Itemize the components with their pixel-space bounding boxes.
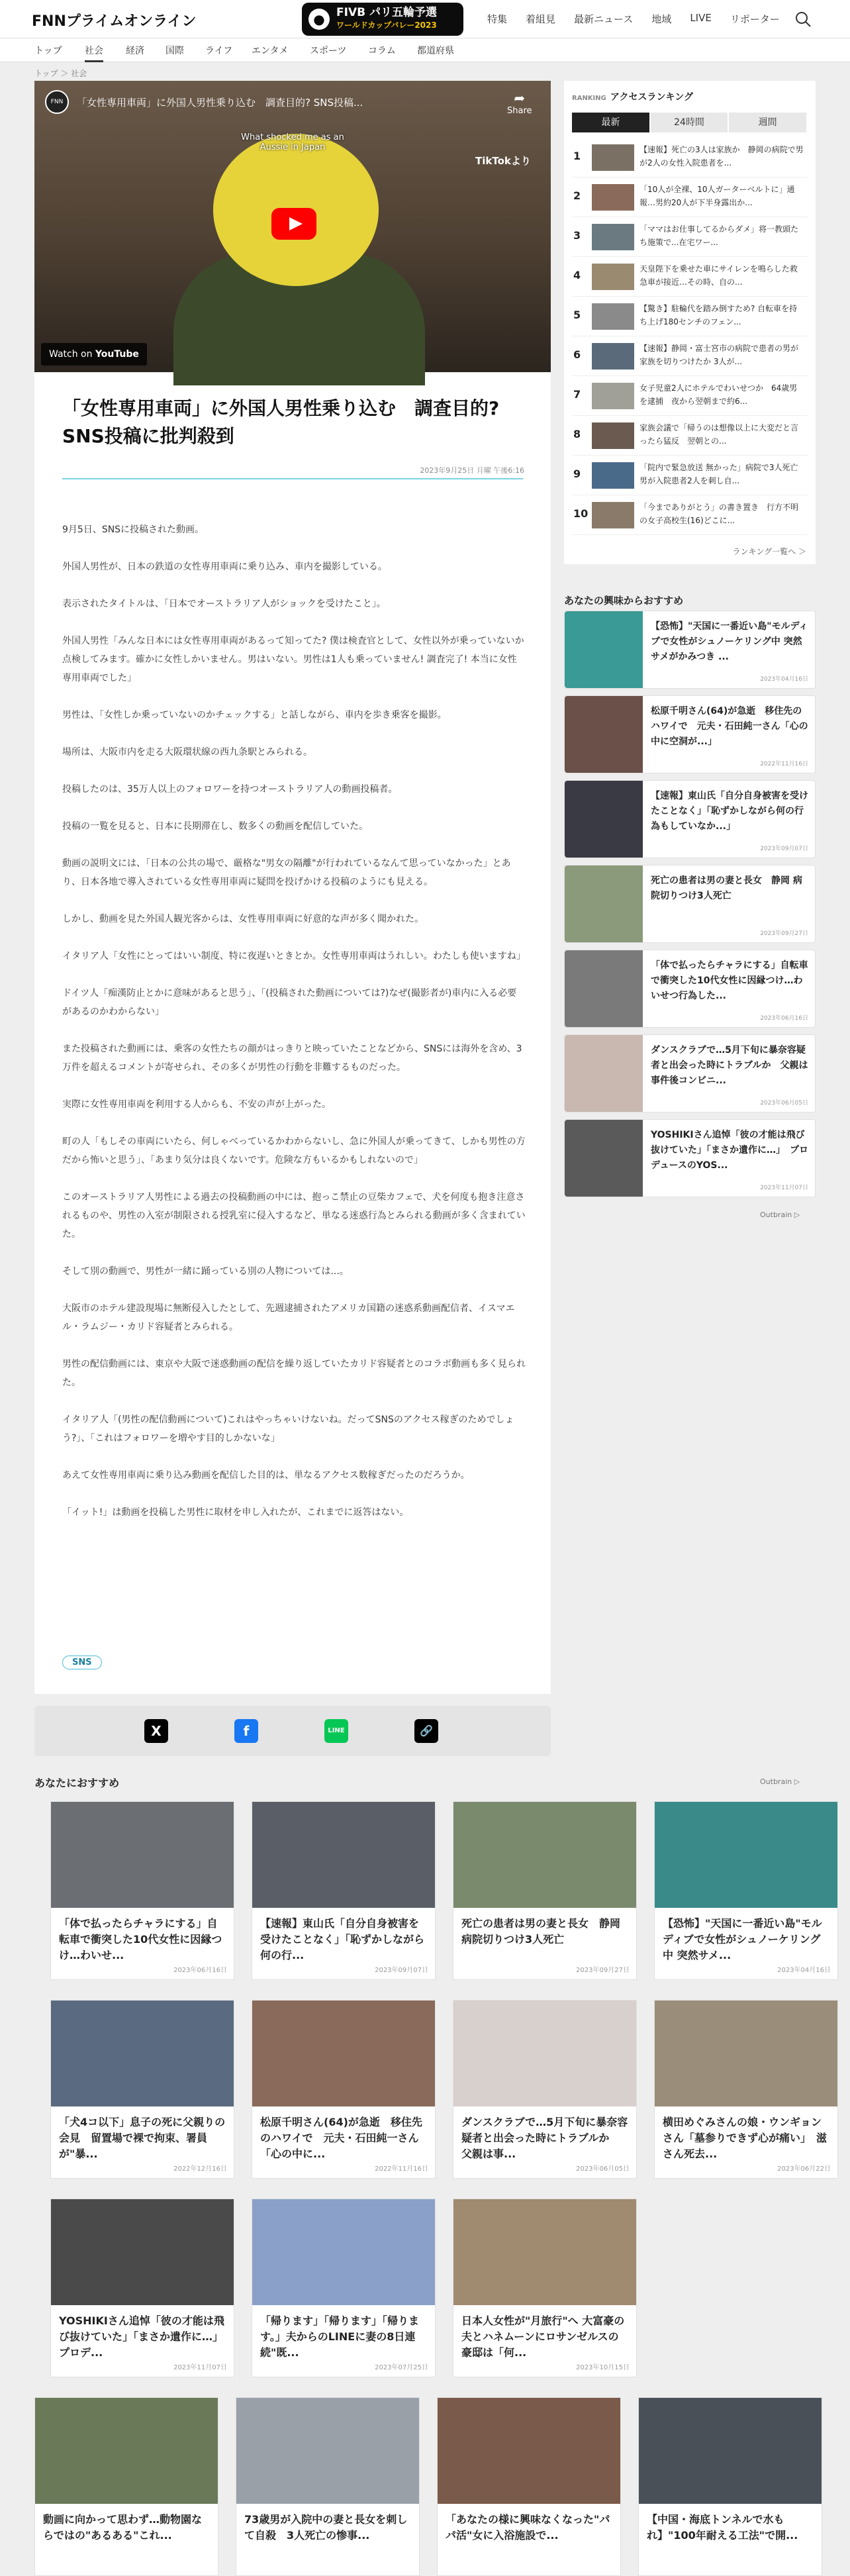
recommend-text: 「帰ります」「帰ります」「帰ります。」夫からのLINEに妻の8日連続"既... [260, 2314, 420, 2359]
header-nav [487, 12, 798, 26]
recommend-date: 2023年10月15日 [576, 2364, 630, 2371]
recommend-date: 2023年06月22日 [777, 2165, 831, 2173]
ranking-item[interactable] [572, 416, 808, 456]
recommend-thumbnail [252, 2199, 435, 2305]
top-header [0, 0, 850, 38]
paragraph: また投稿された動画には、乗客の女性たちの顔がはっきりと映っていたことなどから、SNSには海外を含め、3万件を超えるコメントが寄せられ、その多くが男性の行動を非難するものだった。 [62, 1044, 522, 1073]
recommend-text: 動画に向かって思わず…動物園ならではの"あるある"これ... [43, 2513, 203, 2542]
ranking-item[interactable] [572, 376, 808, 416]
promo-subtitle: ワールドカップバレー2023 [336, 21, 437, 30]
headline-divider [62, 478, 523, 479]
recommend-card[interactable] [654, 1801, 838, 1980]
side-recommend-date: 2023年09月07日 [760, 846, 808, 852]
paragraph: 外国人男性が、日本の鉄道の女性専用車両に乗り込み、車内を撮影している。 [62, 562, 387, 572]
recommend-thumbnail [453, 1802, 636, 1908]
ranking-thumbnail [592, 264, 634, 290]
cat-life[interactable]: ライフ [205, 46, 233, 56]
recommend-card[interactable] [638, 2397, 822, 2576]
side-recommend-text: 「体で払ったらチャラにする」自転車で衝突した10代女性に因縁つけ…わいせつ行為した... [651, 960, 808, 1001]
ranking-item[interactable] [572, 336, 808, 376]
recommend-text: YOSHIKIさん追悼「彼の才能は飛び抜けていた」「まさか遺作に…」 プロデ... [59, 2314, 229, 2359]
ranking-thumbnail [592, 462, 634, 489]
recommend-text: 73歳男が入院中の妻と長女を刺して自殺 3人死亡の惨事... [244, 2513, 408, 2542]
nav-region[interactable]: 地域 [651, 13, 672, 25]
tag-sns[interactable]: SNS [62, 1656, 102, 1669]
video-share-label: Share [507, 106, 532, 116]
site-logo[interactable]: FNNプライムオンライン [32, 13, 197, 30]
ranking-heading: アクセスランキング [610, 92, 694, 103]
tab-24h[interactable]: 24時間 [651, 113, 728, 132]
ranking-number: 10 [573, 507, 589, 520]
cat-society[interactable]: 社会 [85, 44, 103, 62]
recommend-date: 2022年12月16日 [173, 2165, 227, 2173]
recommend-text: 横田めぐみさんの娘・ウンギョンさん「墓参りできず心が痛い」 滋さん死去... [663, 2116, 827, 2160]
side-recommend-text: ダンスクラブで…5月下旬に暴奈容疑者と出会った時にトラブルか 父親は事件後コンビニ... [651, 1045, 808, 1086]
recommend-text: 死亡の患者は男の妻と長女 静岡 病院切りつけ3人死亡 [461, 1917, 621, 1946]
ranking-number: 6 [573, 348, 581, 361]
ranking-item[interactable] [572, 495, 808, 535]
ranking-text: 「今までありがとう」の書き置き 行方不明の女子高校生(16)どこに... [639, 503, 799, 525]
recommend-card[interactable] [50, 2199, 234, 2377]
nav-bangumi[interactable]: 着組見 [526, 13, 556, 25]
nav-tokushu[interactable]: 特集 [487, 13, 508, 25]
watch-on-youtube-button[interactable] [41, 343, 147, 366]
paragraph: 外国人男性「みんな日本には女性専用車両があるって知ってた? 僕は検査官として、女性以外が乗っていないか点検してみます。確かに女性しかいません。男はいない。男性は1人も乗っていません! 調査完了! 本当に女性専用車両でした」 [62, 636, 524, 683]
recommend-thumbnail [655, 1802, 837, 1908]
tab-weekly[interactable]: 週間 [729, 113, 806, 132]
recommend-thumbnail [252, 2001, 435, 2106]
paragraph: 男性の配信動画には、東京や大阪で迷惑動画の配信を繰り返していたカリド容疑者とのコラボ動画も多く見られた。 [62, 1359, 526, 1388]
side-recommend-list [564, 611, 816, 1204]
share-facebook-button[interactable]: f [234, 1719, 258, 1743]
cat-economy[interactable]: 経済 [126, 46, 144, 56]
ranking-text: 【驚き】駐輪代を踏み倒すため? 自転車を持ち上げ180センチのフェン... [639, 304, 798, 326]
video-caption: What shocked me as an Aussie in Japan [241, 132, 344, 152]
side-recommend-card[interactable] [564, 780, 816, 858]
side-recommend-text: YOSHIKIさん追悼「彼の才能は飛び抜けていた」「まさか遺作に…」 プロデュースのYOS... [651, 1130, 808, 1171]
paragraph: 「イット!」は動画を投稿した男性に取材を申し入れたが、これまでに返答はない。 [62, 1507, 409, 1518]
recommend-thumbnail [453, 2199, 636, 2305]
side-recommend-card[interactable] [564, 611, 816, 689]
recommend-text: 【速報】東山氏「自分自身被害を受けたことなく」「恥ずかしながら何の行... [260, 1917, 425, 1961]
recommend-card[interactable] [50, 2000, 234, 2179]
ranking-thumbnail [592, 343, 634, 370]
ranking-tabs [572, 113, 808, 132]
article [34, 81, 551, 1694]
paragraph: 実際に女性専用車両を利用する人からも、不安の声が上がった。 [62, 1099, 331, 1110]
paragraph: 町の人「もしその車両にいたら、何しゃべっているかわからないし、急に外国人が乗ってきて、しかも男性の方だから怖いと思う」、「あまり気分は良くないです。危険な方もいるかもしれないので」 [62, 1136, 526, 1165]
ranking-thumbnail [592, 422, 634, 449]
ranking-item[interactable] [572, 138, 808, 177]
recommend-card[interactable] [252, 2000, 436, 2179]
side-recommend-thumbnail [565, 950, 643, 1027]
ranking-text: 「院内で緊急放送 無かった」病院で3人死亡 男が入院患者2人を刺し自... [639, 463, 806, 485]
ranking-text: 天皇陛下を乗せた車にサイレンを鳴らした救急車が接近…その時、自の... [639, 264, 798, 287]
nav-live[interactable]: LIVE [690, 12, 712, 24]
recommend-thumbnail [252, 1802, 435, 1908]
side-recommend-title: あなたの興味からおすすめ [564, 595, 684, 607]
channel-avatar[interactable]: FNN [45, 90, 69, 114]
recommend-date: 2023年09月27日 [576, 1967, 630, 1974]
recommend-thumbnail [51, 1802, 234, 1908]
paragraph: 大阪市のホテル建設現場に無断侵入したとして、先週逮捕されたアメリカ国籍の迷惑系動画配信者、イスマエル・ラムジー・カリド容疑者とみられる。 [62, 1303, 515, 1332]
copy-link-button[interactable]: 🔗 [414, 1719, 438, 1743]
video-title[interactable]: 「女性専用車両」に外国人男性乗り込む 調査目的? SNS投稿... [77, 97, 363, 109]
recommend-text: 「犬4コ以下」息子の死に父親りの会見 留置場で裸で拘束、署員が"暴... [59, 2116, 226, 2160]
side-recommend-card[interactable] [564, 695, 816, 773]
paragraph: イタリア人「(男性の配信動画について)これはやっちゃいけないね。だってSNSのアクセス稼ぎのためでしょう?」、「これはフォロワーを増やす目的しかないな」 [62, 1414, 514, 1444]
recommend-thumbnail [51, 2001, 234, 2106]
side-recommend-text: 松原千明さん(64)が急逝 移住先のハワイで 元夫・石田純一さん「心の中に空洞が...」 [651, 706, 808, 747]
side-recommend-thumbnail [565, 866, 643, 942]
ranking-number: 7 [573, 388, 581, 401]
recommend-text: ダンスクラブで…5月下旬に暴奈容疑者と出会った時にトラブルか 父親は事... [461, 2116, 628, 2160]
nav-latest[interactable]: 最新ニュース [574, 13, 634, 25]
recommend-card[interactable] [252, 1801, 436, 1980]
cat-sports[interactable]: スポーツ [310, 46, 347, 56]
side-recommend-thumbnail [565, 611, 643, 688]
side-recommend-thumbnail [565, 1035, 643, 1112]
side-recommend-thumbnail [565, 781, 643, 858]
recommend-thumbnail [453, 2001, 636, 2106]
ranking-list [572, 138, 808, 535]
recommend-thumbnail [236, 2398, 419, 2504]
search-icon[interactable] [793, 9, 813, 29]
article-body [62, 520, 526, 1540]
promo-banner[interactable] [302, 3, 463, 36]
ranking-number: 5 [573, 309, 581, 321]
recommend-date: 2023年09月07日 [375, 1967, 428, 1974]
paragraph: このオーストラリア人男性による過去の投稿動画の中には、抱っこ禁止の豆柴カフェで、犬を何度も抱き注意されるものや、男性の入室が制限される授乳室に侵入するなど、単なる迷惑行為とみられる動画が多く含まれていた。 [62, 1192, 526, 1240]
cat-column[interactable]: コラム [368, 46, 396, 56]
nav-reporter[interactable]: リポーター [730, 13, 780, 25]
paragraph: 場所は、大阪市内を走る大阪環状線の西九条駅とみられる。 [62, 747, 312, 758]
paragraph: 男性は、「女性しか乗っていないのかチェックする」と話しながら、車内を歩き乗客を撮影。 [62, 710, 447, 720]
share-line-button[interactable]: LINE [324, 1719, 348, 1743]
ranking-number: 3 [573, 229, 581, 242]
ranking-item[interactable] [572, 257, 808, 297]
paragraph: ドイツ人「痴漢防止とかに意味があると思う」、「(投稿された動画については?)なぜ(撮影者が)車内に入る必要があるのかわからない」 [62, 988, 517, 1017]
recommend-title: あなたにおすすめ [34, 1777, 120, 1789]
breadcrumb[interactable]: トップ ＞ 社会 [34, 69, 87, 78]
share-arrow-icon: ➦ [514, 90, 526, 106]
recommend-date: 2023年11月07日 [173, 2364, 227, 2371]
ranking-more-link[interactable]: ランキング一覧へ ＞ [732, 547, 806, 556]
recommend-card[interactable] [50, 1801, 234, 1980]
side-recommend-date: 2023年11月07日 [760, 1185, 808, 1191]
cat-top[interactable]: トップ [34, 46, 62, 56]
recommend-date: 2022年11月16日 [375, 2165, 428, 2173]
side-recommend-date: 2022年11月16日 [760, 761, 808, 768]
ranking-thumbnail [592, 224, 634, 250]
ranking-text: 「10人が全裸、10人ガーターベルトに」通報…男約20人が下半身露出か... [639, 185, 795, 207]
category-bar [0, 38, 850, 62]
recommend-card[interactable] [437, 2397, 621, 2576]
ranking-text: 【速報】死亡の3人は家族か 静岡の病院で男が2人の女性入院患者を... [639, 145, 804, 168]
recommend-text: 日本人女性が"月旅行"へ 大富豪の夫とハネムーンにロサンゼルスの豪邸は「何... [461, 2314, 625, 2359]
side-recommend-card[interactable] [564, 865, 816, 943]
recommend-date: 2023年06月05日 [576, 2165, 630, 2173]
paragraph: そして別の動画で、男性が一緒に踊っている別の人物については...。 [62, 1266, 349, 1277]
ranking-item[interactable] [572, 297, 808, 336]
recommend-thumbnail [35, 2398, 218, 2504]
ranking-number: 4 [573, 269, 581, 281]
ranking-text: 家族会議で「帰うのは想像以上に大変だと言ったら猛反 翌朝との... [639, 423, 799, 446]
ranking-number: 1 [573, 150, 581, 162]
recommend-text: 「あなたの様に興味なくなった"パパ活"女に入浴施設で... [446, 2513, 610, 2542]
side-recommend-thumbnail [565, 696, 643, 773]
share-bar [34, 1706, 551, 1756]
side-recommend-date: 2023年06月05日 [760, 1100, 808, 1107]
recommend-text: 松原千明さん(64)が急逝 移住先のハワイで 元夫・石田純一さん「心の中に... [260, 2116, 422, 2160]
ranking-label: RANKING [572, 95, 606, 102]
paragraph: あえて女性専用車両に乗り込み動画を配信した目的は、単なるアクセス数稼ぎだったのだろうか。 [62, 1470, 470, 1481]
recommend-date: 2023年04月16日 [777, 1967, 831, 1974]
side-recommend-date: 2023年06月16日 [760, 1015, 808, 1022]
recommend-card[interactable] [654, 2000, 838, 2179]
recommend-thumbnail [51, 2199, 234, 2305]
recommend-text: 「体で払ったらチャラにする」自転車で衝突した10代女性に因縁つけ…わいせ... [59, 1917, 222, 1961]
side-recommend-card[interactable] [564, 950, 816, 1028]
ranking-thumbnail [592, 502, 634, 528]
side-recommend-text: 【恐怖】"天国に一番近い島"モルディブで女性がシュノーケリング中 突然サメがかみつき ... [651, 621, 808, 662]
ranking-thumbnail [592, 144, 634, 171]
video-source: TikTokより [475, 155, 531, 167]
side-recommend-date: 2023年04月16日 [760, 676, 808, 683]
paragraph: しかし、動画を見た外国人観光客からは、女性専用車両に好意的な声が多く聞かれた。 [62, 914, 424, 924]
side-recommend-thumbnail [565, 1120, 643, 1197]
ranking-item[interactable] [572, 217, 808, 257]
youtube-logo: YouTube [95, 349, 139, 360]
promo-title: FIVB パリ五輪予選 [336, 6, 437, 19]
article-date: 2023年9月25日 月曜 午後6:16 [420, 466, 524, 475]
ranking-panel [564, 81, 816, 564]
ranking-item[interactable] [572, 177, 808, 217]
ranking-item[interactable] [572, 456, 808, 495]
tab-latest[interactable]: 最新 [572, 113, 649, 132]
article-headline: 「女性専用車両」に外国人男性乗り込む 調査目的? SNS投稿に批判殺到 [62, 397, 500, 447]
ranking-thumbnail [592, 383, 634, 409]
ranking-thumbnail [592, 303, 634, 330]
volleyball-icon: ● [308, 9, 330, 30]
paragraph: イタリア人「女性にとってはいい制度、特に夜遅いときとか。女性専用車両はうれしい。わたしも使いますね」 [62, 951, 526, 962]
watch-on-label: Watch on [49, 349, 93, 360]
cat-entertainment[interactable]: エンタメ [252, 46, 289, 56]
ranking-number: 2 [573, 189, 581, 202]
side-recommend-text: 【速報】東山氏「自分自身被害を受けたことなく」「恥ずかしながら何の行為もしていなか...」 [651, 791, 808, 832]
cat-prefecture[interactable]: 都道府県 [417, 46, 454, 56]
ranking-number: 8 [573, 428, 581, 440]
outbrain-logo[interactable]: Outbrain ▷ [760, 1211, 800, 1219]
recommend-thumbnail [438, 2398, 620, 2504]
recommend-card[interactable] [252, 2199, 436, 2377]
ranking-title [572, 90, 693, 103]
ranking-text: 【速報】静岡・富士宮市の病院で患者の男が家族を切りつけたか 3人が... [639, 344, 799, 366]
play-icon[interactable] [271, 208, 316, 240]
ranking-text: 女子児童2人にホテルでわいせつか 64歳男を逮捕 夜から翌朝まで約6... [639, 383, 798, 406]
side-recommend-card[interactable] [564, 1119, 816, 1197]
video-share-button[interactable] [507, 90, 532, 116]
recommend-date: 2023年07月25日 [375, 2364, 428, 2371]
recommend-card[interactable] [453, 2000, 637, 2179]
paragraph: 投稿したのは、35万人以上のフォロワーを持つオーストラリア人の動画投稿者。 [62, 784, 398, 795]
paragraph: 表示されたタイトルは、「日本でオーストラリア人がショックを受けたこと」。 [62, 599, 386, 609]
cat-international[interactable]: 国際 [165, 46, 184, 56]
ranking-number: 9 [573, 468, 581, 480]
ranking-thumbnail [592, 184, 634, 211]
recommend-card[interactable] [236, 2397, 420, 2576]
recommend-thumbnail [655, 2001, 837, 2106]
video-player[interactable] [34, 81, 551, 372]
side-recommend-text: 死亡の患者は男の妻と長女 静岡 病院切りつけ3人死亡 [651, 875, 802, 901]
recommend-card[interactable] [453, 1801, 637, 1980]
paragraph: 動画の説明文には、「日本の公共の場で、厳格な"男女の隔離"が行われているなんて思っていなかった」とあり、日本各地で導入されている女性専用車両に疑問を投げかける投稿のようにも見える。 [62, 858, 511, 887]
paragraph: 投稿の一覧を見ると、日本に長期滞在し、数多くの動画を配信していた。 [62, 821, 368, 832]
recommend-text: 【中国・海底トンネルで水もれ】"100年耐える工法"で開... [647, 2513, 798, 2542]
recommend-date: 2023年06月16日 [173, 1967, 227, 1974]
recommend-card[interactable] [34, 2397, 218, 2576]
recommend-card[interactable] [453, 2199, 637, 2377]
share-x-button[interactable]: X [144, 1719, 168, 1743]
side-recommend-date: 2023年09月27日 [760, 930, 808, 937]
outbrain-logo-bottom[interactable]: Outbrain ▷ [760, 1777, 800, 1786]
recommend-text: 【恐怖】"天国に一番近い島"モルディブで女性がシュノーケリング中 突然サメ... [663, 1917, 822, 1961]
side-recommend-card[interactable] [564, 1034, 816, 1113]
paragraph: 9月5日、SNSに投稿された動画。 [62, 524, 205, 535]
ranking-text: 「ママはお仕事してるからダメ」将一教頭たち施策で...在宅ワー... [639, 224, 799, 247]
recommend-thumbnail [639, 2398, 822, 2504]
